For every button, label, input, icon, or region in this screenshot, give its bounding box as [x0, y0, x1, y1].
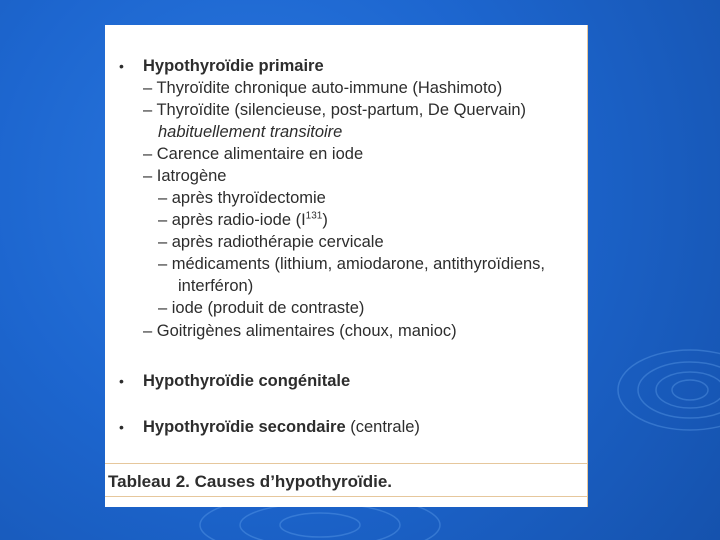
list-item: – Thyroïdite chronique auto-immune (Hashimoto): [143, 79, 503, 97]
heading-secondary-title: Hypothyroïdie secondaire: [143, 418, 346, 436]
bullet-congenital: •: [119, 373, 124, 389]
list-item: – Thyroïdite (silencieuse, post-partum, De Quervain): [143, 101, 527, 119]
list-item-note: habituellement transitoire: [158, 123, 343, 141]
bullet-secondary: •: [119, 419, 124, 435]
caption-bottom-rule: [105, 496, 587, 497]
caption-top-rule: [105, 463, 587, 464]
isotope-superscript: 131: [305, 210, 323, 222]
list-item: – Iatrogène: [143, 167, 227, 185]
sub-list-item: – après thyroïdectomie: [158, 189, 326, 207]
heading-primary: Hypothyroïdie primaire: [143, 57, 324, 75]
document-page: [105, 25, 588, 507]
bullet-primary: •: [119, 58, 124, 74]
list-item: – Carence alimentaire en iode: [143, 145, 364, 163]
table-caption: Tableau 2. Causes d’hypothyroïdie.: [108, 472, 393, 491]
sub-list-item: – médicaments (lithium, amiodarone, antithyroïdiens,: [158, 255, 546, 273]
sub-list-item-text: – après radio-iode (I: [158, 211, 306, 229]
sub-list-item: – iode (produit de contraste): [158, 299, 365, 317]
sub-list-item-continuation: interféron): [178, 277, 254, 295]
heading-congenital: Hypothyroïdie congénitale: [143, 372, 351, 390]
sub-list-item: [158, 210, 328, 230]
heading-secondary: [143, 417, 420, 437]
heading-secondary-suffix: (centrale): [345, 418, 420, 436]
list-item: – Goitrigènes alimentaires (choux, manioc): [143, 322, 457, 340]
sub-list-item-suffix: ): [322, 211, 328, 229]
sub-list-item: – après radiothérapie cervicale: [158, 233, 384, 251]
